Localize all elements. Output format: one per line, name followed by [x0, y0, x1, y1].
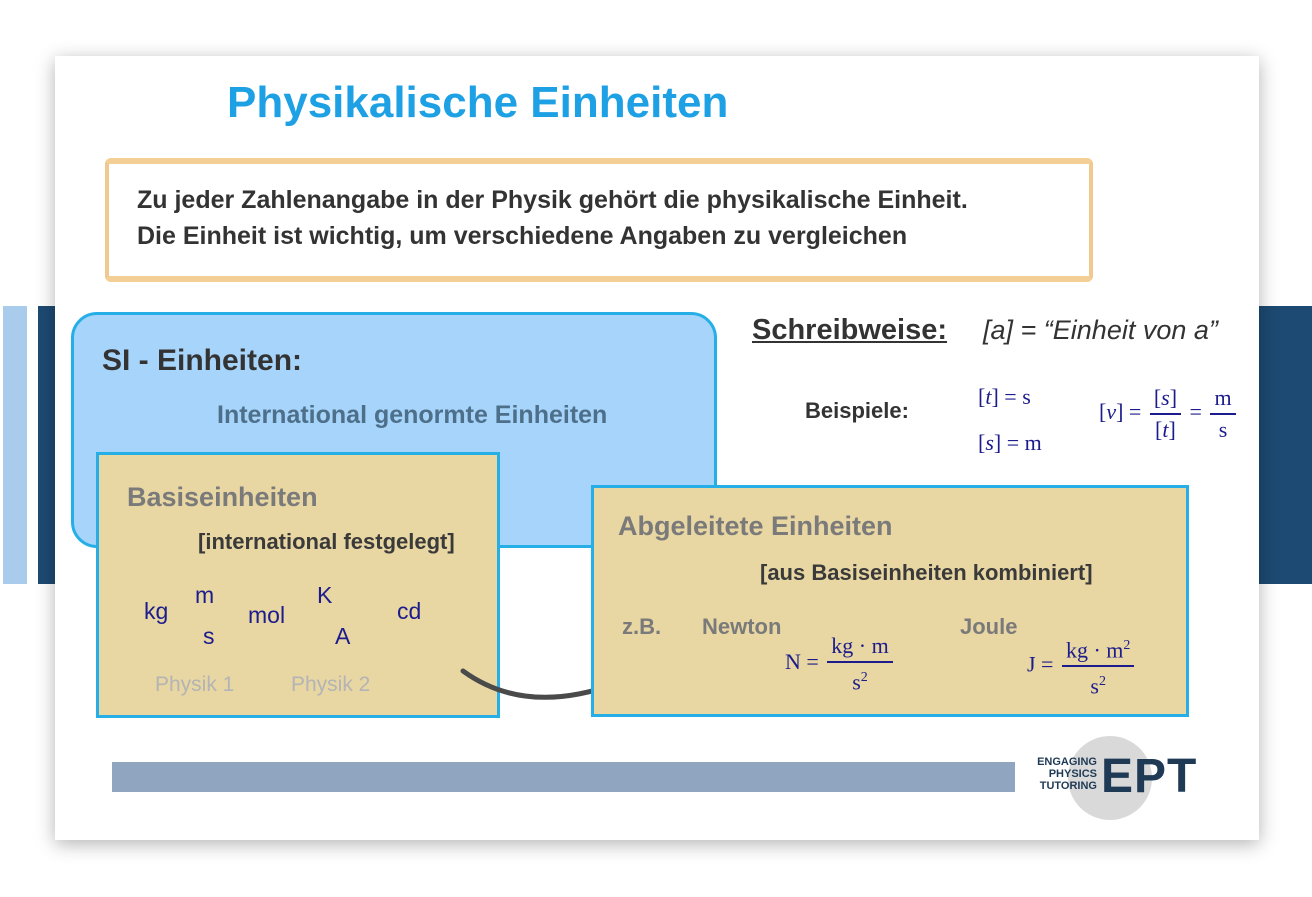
si-subtitle: International genormte Einheiten	[217, 401, 608, 429]
unit-kg: kg	[144, 598, 169, 624]
derived-units-title: Abgeleitete Einheiten	[618, 511, 893, 541]
right-dark-bar	[1258, 306, 1312, 584]
footer-bar	[112, 762, 1015, 792]
zb-label: z.B.	[622, 614, 662, 639]
intro-line-1: Zu jeder Zahlenangabe in der Physik gehört die physikalische Einheit.	[137, 186, 968, 214]
slide	[55, 56, 1259, 840]
si-title: SI - Einheiten:	[102, 344, 303, 377]
ept-logo: EPT	[1101, 750, 1198, 803]
base-units-subtitle: [international festgelegt]	[198, 529, 455, 554]
derived-units-subtitle: [aus Basiseinheiten kombiniert]	[760, 560, 1093, 585]
unit-K: K	[317, 582, 333, 608]
physik-2-label: Physik 2	[291, 673, 371, 696]
slide-title: Physikalische Einheiten	[227, 78, 729, 127]
newton-formula: N = $\frac{kg \cdot m}{s^2}$	[785, 632, 896, 696]
unit-A: A	[335, 623, 351, 649]
schreibweise-definition: [a] = “Einheit von a”	[983, 315, 1218, 345]
unit-s: s	[203, 623, 215, 649]
example-t-formula: [t] = s	[978, 384, 1031, 409]
schreibweise-label: Schreibweise:	[752, 314, 948, 346]
intro-line-2: Die Einheit ist wichtig, um verschiedene Angaben zu vergleichen	[137, 222, 908, 250]
example-v-formula: [v] = $\frac{[s]}{[t]}$ = $\frac{m}{s}$	[1099, 384, 1239, 444]
unit-m: m	[195, 582, 215, 608]
left-light-bar	[3, 306, 27, 584]
logo-tagline: ENGAGING PHYSICS TUTORING	[1037, 756, 1097, 792]
base-units-title: Basiseinheiten	[127, 482, 318, 512]
unit-cd: cd	[397, 598, 422, 624]
example-s-formula: [s] = m	[978, 430, 1042, 455]
newton-label: Newton	[702, 614, 782, 639]
joule-formula: J = $\frac{kg \cdot m^2}{s^2}$	[1027, 632, 1137, 701]
beispiele-label: Beispiele:	[805, 398, 909, 423]
joule-label: Joule	[960, 614, 1018, 639]
intro-text	[137, 182, 968, 254]
unit-mol: mol	[248, 602, 286, 628]
physik-1-label: Physik 1	[155, 673, 235, 696]
